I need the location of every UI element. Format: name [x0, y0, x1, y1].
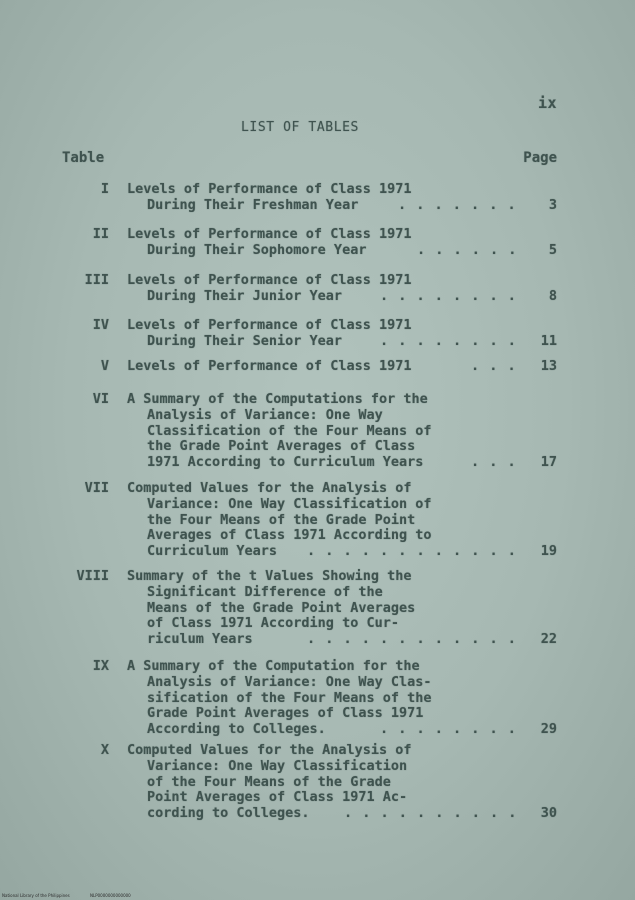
- entry-title-line: During Their Senior Year: [147, 332, 343, 349]
- entry-title-line: the Four Means of the Grade Point: [147, 511, 416, 528]
- entry-title-line: riculum Years: [147, 631, 253, 648]
- entry-title-line: Means of the Grade Point Averages: [147, 599, 416, 616]
- dot-leader: . . . . . . . . . . . .: [307, 631, 517, 648]
- dot-leader: . . . . . . .: [398, 196, 517, 213]
- table-numeral: X: [100, 742, 109, 758]
- entry-title-line: Significant Difference of the: [147, 583, 383, 600]
- entry-title-line: During Their Junior Year: [147, 287, 343, 304]
- page-reference: 3: [548, 196, 557, 213]
- entry-title-line: of Class 1971 According to Cur-: [147, 615, 399, 632]
- entry-title-line: During Their Sophomore Year: [147, 241, 367, 258]
- table-numeral: I: [100, 181, 109, 197]
- page-reference: 11: [540, 332, 557, 349]
- dot-leader: . . .: [471, 358, 517, 374]
- page-reference: 19: [540, 543, 557, 560]
- entry-title-line: Analysis of Variance: One Way: [147, 406, 383, 423]
- entry-title-line: A Summary of the Computation for the: [127, 658, 420, 674]
- dot-leader: . . . . . .: [417, 241, 518, 258]
- entry-title-line: Variance: One Way Classification: [147, 757, 408, 774]
- dot-leader: . . . . . . . .: [380, 332, 517, 349]
- entry-title-line: Curriculum Years: [147, 543, 278, 560]
- table-numeral: II: [92, 226, 109, 242]
- entry-title-line: Analysis of Variance: One Way Clas-: [147, 673, 432, 690]
- entry-title-line: Point Averages of Class 1971 Ac-: [147, 789, 408, 806]
- table-numeral: IX: [92, 658, 109, 674]
- page-reference: 5: [548, 241, 557, 258]
- entry-title-line: 1971 According to Curriculum Years: [147, 454, 424, 471]
- entry-title-line: Averages of Class 1971 According to: [147, 527, 432, 544]
- entry-title-line: the Grade Point Averages of Class: [147, 438, 416, 455]
- page-reference: 29: [540, 721, 557, 738]
- entry-title-line: Grade Point Averages of Class 1971: [147, 705, 424, 722]
- footer-library-credit: National Library of the Philippines: [2, 893, 70, 898]
- page-title: LIST OF TABLES: [241, 120, 359, 135]
- dot-leader: . . .: [471, 454, 517, 471]
- table-numeral: VIII: [76, 568, 109, 584]
- entry-title-line: Levels of Performance of Class 1971: [127, 181, 412, 197]
- entry-title-line: Levels of Performance of Class 1971: [127, 226, 412, 242]
- page-reference: 8: [548, 287, 557, 304]
- column-header-table: Table: [62, 150, 105, 166]
- entry-title-line: According to Colleges.: [147, 721, 326, 738]
- entry-title-line: sification of the Four Means of the: [147, 689, 432, 706]
- column-header-page: Page: [523, 150, 557, 166]
- footer-identifier: NLP0000000000000: [90, 893, 131, 898]
- table-numeral: V: [100, 358, 109, 374]
- entry-title-line: Variance: One Way Classification of: [147, 495, 432, 512]
- entry-title-line: Summary of the t Values Showing the: [127, 568, 412, 584]
- dot-leader: . . . . . . . . . . . .: [307, 543, 517, 560]
- page-reference: 13: [540, 358, 557, 374]
- dot-leader: . . . . . . . .: [380, 287, 517, 304]
- entry-title-line: Levels of Performance of Class 1971: [127, 272, 412, 288]
- dot-leader: . . . . . . . .: [380, 721, 517, 738]
- entry-title-line: Levels of Performance of Class 1971: [127, 358, 412, 374]
- table-numeral: VI: [92, 391, 109, 407]
- page-number: ix: [537, 94, 557, 112]
- entry-title-line: A Summary of the Computations for the: [127, 391, 428, 407]
- entry-title-line: Levels of Performance of Class 1971: [127, 317, 412, 333]
- entry-title-line: of the Four Means of the Grade: [147, 773, 391, 790]
- table-numeral: IV: [92, 317, 109, 333]
- entry-title-line: Classification of the Four Means of: [147, 422, 432, 439]
- page-reference: 22: [540, 631, 557, 648]
- page-reference: 30: [540, 805, 557, 822]
- table-numeral: III: [84, 272, 109, 288]
- entry-title-line: cording to Colleges.: [147, 805, 310, 822]
- page-reference: 17: [540, 454, 557, 471]
- entry-title-line: Computed Values for the Analysis of: [127, 480, 412, 496]
- entry-title-line: During Their Freshman Year: [147, 196, 359, 213]
- table-numeral: VII: [84, 480, 109, 496]
- dot-leader: . . . . . . . . . .: [344, 805, 518, 822]
- entry-title-line: Computed Values for the Analysis of: [127, 742, 412, 758]
